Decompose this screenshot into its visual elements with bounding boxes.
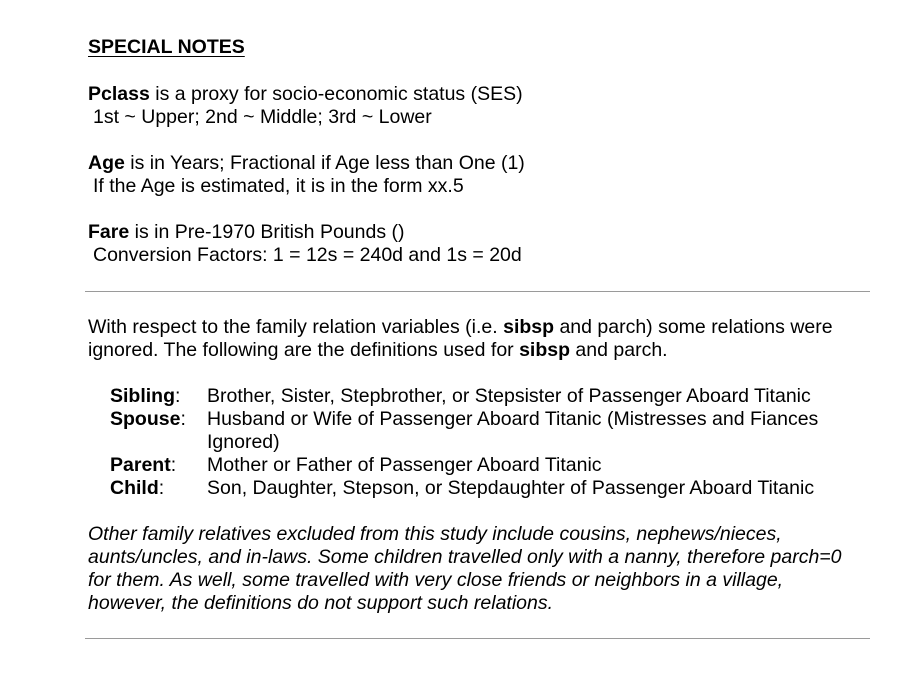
note-pclass <box>88 83 523 129</box>
text-run: With respect to the family relation variables (i.e. <box>88 316 504 338</box>
family-intro-paragraph <box>88 316 878 362</box>
definition-term-cell <box>110 454 207 477</box>
definition-text: Son, Daughter, Stepson, or Stepdaughter of Passenger Aboard Titanic <box>207 477 815 499</box>
note-term: Pclass <box>88 83 150 105</box>
note-line <box>88 83 523 106</box>
note-description: is a proxy for socio-economic status (SES) <box>149 83 523 105</box>
variable-name: sibsp <box>519 339 571 361</box>
definition-term-cell <box>110 408 207 454</box>
text-run: ignored. The following are the definitions used for <box>88 339 520 361</box>
definition-spouse <box>110 408 857 454</box>
definition-term-cell <box>110 385 207 408</box>
note-line: aunts/uncles, and in-laws. Some children travelled only with a nanny, therefore parch=0 <box>88 546 842 568</box>
note-term: Fare <box>88 221 130 243</box>
note-line <box>88 221 522 244</box>
note-line <box>88 152 525 175</box>
note-fare <box>88 221 522 267</box>
note-detail: 1st ~ Upper; 2nd ~ Middle; 3rd ~ Lower <box>93 106 432 128</box>
definition-text: Husband or Wife of Passenger Aboard Titanic (Mistresses and Fiances Ignored) <box>207 408 819 453</box>
definition-child <box>110 477 857 500</box>
definition-sibling <box>110 385 857 408</box>
paragraph-line <box>88 339 878 362</box>
page-title: SPECIAL NOTES <box>88 36 245 58</box>
note-description: is in Pre-1970 British Pounds () <box>129 221 405 243</box>
note-line: Other family relatives excluded from this study include cousins, nephews/nieces, <box>88 523 782 545</box>
note-age <box>88 152 525 198</box>
definition-separator: : <box>175 385 181 407</box>
text-run: and parch) some relations were <box>554 316 833 338</box>
note-detail: Conversion Factors: 1 = 12s = 240d and 1s = 20d <box>93 244 522 266</box>
note-line: for them. As well, some travelled with very close friends or neighbors in a village, <box>88 569 784 591</box>
definition-term: Spouse <box>110 408 181 430</box>
definition-text: Brother, Sister, Stepbrother, or Stepsister of Passenger Aboard Titanic <box>207 385 811 407</box>
definition-separator: : <box>170 454 177 476</box>
divider <box>85 291 870 292</box>
definition-term: Parent <box>110 454 171 476</box>
text-run: and parch. <box>570 339 668 361</box>
definition-term: Sibling <box>110 385 175 407</box>
definition-text: Mother or Father of Passenger Aboard Titanic <box>207 454 602 476</box>
note-description: is in Years; Fractional if Age less than One (1) <box>124 152 525 174</box>
paragraph-line <box>88 316 878 339</box>
divider <box>85 638 870 639</box>
note-detail: If the Age is estimated, it is in the form xx.5 <box>93 175 464 197</box>
definition-separator: : <box>180 408 186 430</box>
definitions-list <box>110 385 857 500</box>
other-relatives-note <box>88 523 842 615</box>
variable-name: sibsp <box>503 316 555 338</box>
definition-separator: : <box>158 477 165 499</box>
definition-parent <box>110 454 857 477</box>
note-line: however, the definitions do not support such relations. <box>88 592 554 614</box>
definition-term-cell <box>110 477 207 500</box>
definition-term: Child <box>110 477 159 499</box>
note-term: Age <box>88 152 125 174</box>
